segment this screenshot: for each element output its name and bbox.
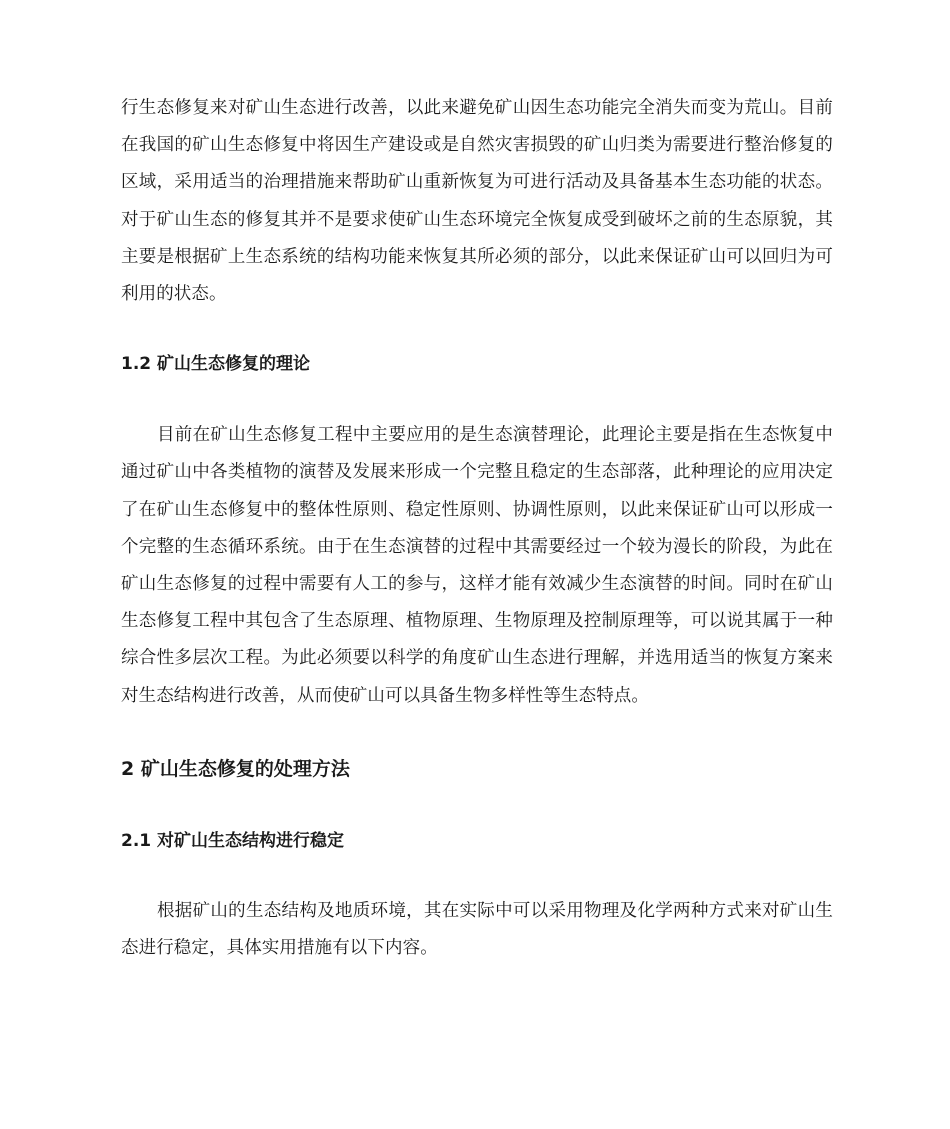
section-heading-2-1: 2.1 对矿山生态结构进行稳定 — [121, 830, 345, 851]
paragraph-stabilization-intro: 根据矿山的生态结构及地质环境，其在实际中可以采用物理及化学两种方式来对矿山生态进行稳定，具体实用措施有以下内容。 — [121, 900, 833, 959]
section-heading-2: 2 矿山生态修复的处理方法 — [121, 757, 350, 780]
section-heading-1-2: 1.2 矿山生态修复的理论 — [121, 354, 311, 375]
paragraph-restoration-definition: 行生态修复来对矿山生态进行改善，以此来避免矿山因生态功能完全消失而变为荒山。目前在我国的矿山生态修复中将因生产建设或是自然灾害损毁的矿山归类为需要进行整治修复的区域，采用适当的治理措施来帮助矿山重新恢复为可进行活动及具备基本生态功能的状态。对于矿山生态的修复其并不是要求使矿山生态环境完全恢复成受到破坏之前的生态原貌，其主要是根据矿上生态系统的结构功能来恢复其所必须的部分，以此来保证矿山可以回归为可利用的状态。 — [121, 98, 833, 305]
paragraph-restoration-theory: 目前在矿山生态修复工程中主要应用的是生态演替理论，此理论主要是指在生态恢复中通过矿山中各类植物的演替及发展来形成一个完整且稳定的生态部落，此种理论的应用决定了在矿山生态修复中的整体性原则、稳定性原则、协调性原则，以此来保证矿山可以形成一个完整的生态循环系统。由于在生态演替的过程中其需要经过一个较为漫长的阶段，为此在矿山生态修复的过程中需要有人工的参与，这样才能有效减少生态演替的时间。同时在矿山生态修复工程中其包含了生态原理、植物原理、生物原理及控制原理等，可以说其属于一种综合性多层次工程。为此必须要以科学的角度矿山生态进行理解，并选用适当的恢复方案来对生态结构进行改善，从而使矿山可以具备生物多样性等生态特点。 — [121, 425, 833, 706]
document-page — [121, 90, 833, 967]
